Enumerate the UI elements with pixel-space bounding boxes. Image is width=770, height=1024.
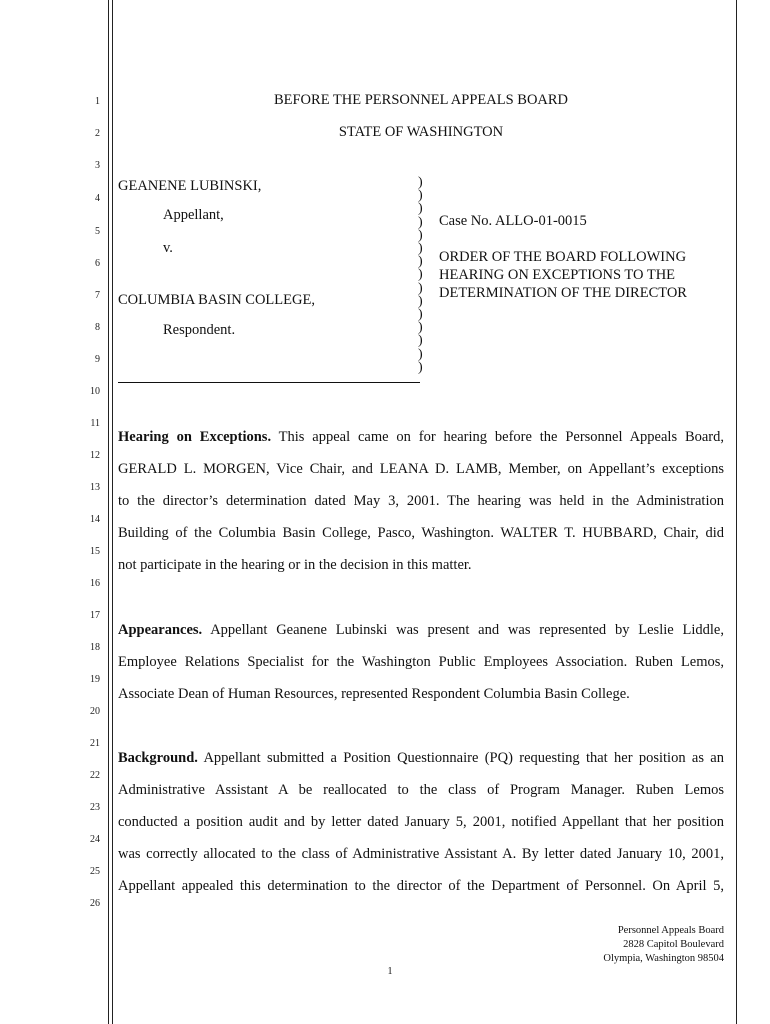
- footer-address: [603, 924, 724, 966]
- line-number: 6: [95, 258, 100, 269]
- line-number: 25: [90, 866, 100, 877]
- versus: v.: [163, 240, 173, 256]
- appellant-role: Appellant,: [163, 207, 224, 223]
- line-number: 22: [90, 770, 100, 781]
- respondent-name: COLUMBIA BASIN COLLEGE,: [118, 292, 315, 308]
- line-number: 20: [90, 706, 100, 717]
- caption-paren-column: ) ) ) ) ) ) ) ) ) ) ) ) ) ) ): [418, 175, 423, 375]
- margin-rule-left-outer: [108, 0, 109, 1024]
- line-number: 7: [95, 290, 100, 301]
- paragraph-line: Associate Dean of Human Resources, represented Respondent Columbia Basin College.: [118, 686, 630, 702]
- footer-line: 2828 Capitol Boulevard: [623, 939, 724, 950]
- line-number: 3: [95, 160, 100, 171]
- paragraph-heading: Background.: [118, 750, 198, 766]
- state-heading: STATE OF WASHINGTON: [338, 124, 504, 140]
- line-number: 26: [90, 898, 100, 909]
- case-number: Case No. ALLO-01-0015: [439, 213, 587, 229]
- caption-underline: [118, 382, 420, 383]
- footer-line: Personnel Appeals Board: [617, 925, 724, 936]
- paragraph-heading: Appearances.: [118, 622, 203, 638]
- line-number: 5: [95, 226, 100, 237]
- line-number: 2: [95, 128, 100, 139]
- paragraph-line: not participate in the hearing or in the decision in this matter.: [118, 557, 472, 573]
- line-number: 10: [90, 386, 100, 397]
- paragraph-line: Appellant appealed this determination to the director of the Department of Personnel. On April 5,: [118, 878, 724, 894]
- line-number: 17: [90, 610, 100, 621]
- paragraph-line: GERALD L. MORGEN, Vice Chair, and LEANA D. LAMB, Member, on Appellant’s exceptions: [118, 461, 724, 477]
- board-heading: BEFORE THE PERSONNEL APPEALS BOARD: [273, 92, 569, 108]
- line-number: 21: [90, 738, 100, 749]
- paragraph-line: conducted a position audit and by letter dated January 5, 2001, notified Appellant that her position: [118, 814, 724, 830]
- paragraph-line: Appearances. Appellant Geanene Lubinski was present and was represented by Leslie Liddle,: [118, 622, 724, 638]
- line-number: 1: [95, 96, 100, 107]
- line-number: 14: [90, 514, 100, 525]
- page-number: 1: [387, 966, 393, 977]
- line-number: 16: [90, 578, 100, 589]
- order-title-line: DETERMINATION OF THE DIRECTOR: [439, 285, 687, 301]
- line-number: 11: [90, 418, 100, 429]
- line-number: 24: [90, 834, 100, 845]
- paragraph-line: Hearing on Exceptions. This appeal came on for hearing before the Personnel Appeals Board,: [118, 429, 725, 445]
- margin-rule-left-inner: [112, 0, 113, 1024]
- footer-line: Olympia, Washington 98504: [603, 953, 724, 964]
- line-number: 19: [90, 674, 100, 685]
- line-number: 4: [95, 193, 100, 204]
- paragraph-line: was correctly allocated to the class of Administrative Assistant A. By letter dated January 10, 2001,: [118, 846, 724, 862]
- line-number: 8: [95, 322, 100, 333]
- paragraph-line: Administrative Assistant A be reallocated to the class of Program Manager. Ruben Lemos: [118, 782, 724, 798]
- line-number: 9: [95, 354, 100, 365]
- line-number: 13: [90, 482, 100, 493]
- respondent-role: Respondent.: [163, 322, 236, 338]
- order-title-line: ORDER OF THE BOARD FOLLOWING: [439, 249, 687, 265]
- paragraph-line: Background. Appellant submitted a Position Questionnaire (PQ) requesting that her position as an: [118, 750, 724, 766]
- paragraph-heading: Hearing on Exceptions.: [118, 429, 272, 445]
- paragraph-line: Employee Relations Specialist for the Washington Public Employees Association. Ruben Lemos,: [118, 654, 724, 670]
- line-number: 23: [90, 802, 100, 813]
- order-title-line: HEARING ON EXCEPTIONS TO THE: [439, 267, 676, 283]
- line-number: 18: [90, 642, 100, 653]
- line-number: 12: [90, 450, 100, 461]
- appellant-name: GEANENE LUBINSKI,: [118, 178, 262, 194]
- margin-rule-right: [736, 0, 737, 1024]
- paragraph-line: to the director’s determination dated May 3, 2001. The hearing was held in the Administration: [118, 493, 724, 509]
- line-number: 15: [90, 546, 100, 557]
- paragraph-line: Building of the Columbia Basin College, Pasco, Washington. WALTER T. HUBBARD, Chair, did: [118, 525, 724, 541]
